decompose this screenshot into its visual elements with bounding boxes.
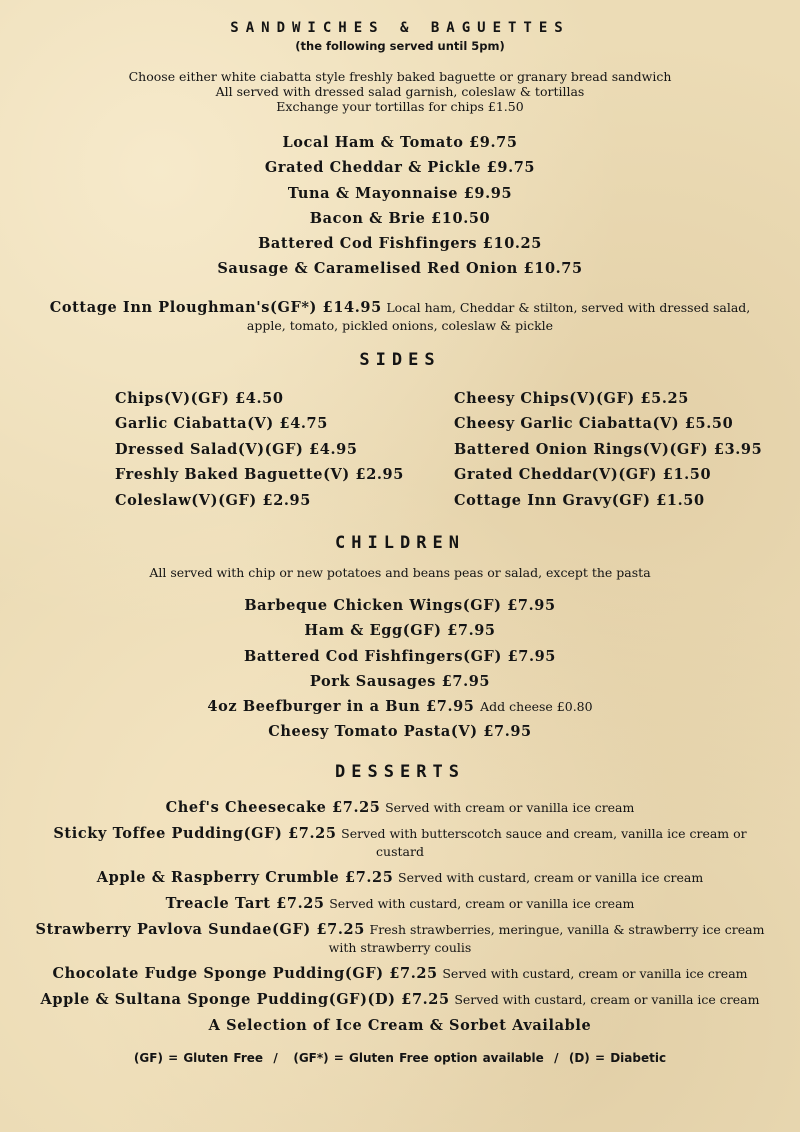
menu-item-name: Cheesy Tomato Pasta(V) £7.95	[268, 723, 532, 741]
menu-item-name: Cottage Inn Ploughman's(GF*) £14.95	[49, 299, 382, 316]
intro-line: Exchange your tortillas for chips £1.50	[276, 99, 524, 114]
desserts-list	[20, 799, 780, 1035]
menu-item: Sausage & Caramelised Red Onion £10.75	[217, 260, 583, 278]
menu-item-note: Served with custard, cream or vanilla ice cream	[454, 992, 760, 1007]
menu-item-name: Ham & Egg(GF) £7.95	[304, 622, 496, 640]
menu-item-name: 4oz Beefburger in a Bun £7.95	[207, 698, 475, 716]
dessert-item	[20, 965, 780, 983]
menu-item: Battered Cod Fishfingers £10.25	[258, 235, 542, 253]
sides-right-column	[454, 386, 762, 513]
menu-item	[0, 593, 800, 618]
ploughman-item	[30, 299, 770, 335]
menu-item-note: Served with custard, cream or vanilla ice cream	[398, 870, 704, 885]
side-item: Cottage Inn Gravy(GF) £1.50	[454, 491, 705, 509]
menu-item-name: Apple & Raspberry Crumble £7.25	[96, 869, 394, 886]
side-item: Battered Onion Rings(V)(GF) £3.95	[454, 440, 763, 458]
sandwiches-subtitle: (the following served until 5pm)	[295, 39, 505, 53]
menu-item: Grated Cheddar & Pickle £9.75	[264, 159, 536, 177]
menu-item-note: Add cheese £0.80	[480, 699, 593, 715]
menu-item-name: Chef's Cheesecake £7.25	[165, 799, 381, 816]
menu-item-note: Fresh strawberries, meringue, vanilla & strawberry ice cream with strawberry coulis	[328, 922, 765, 955]
children-title: CHILDREN	[335, 533, 465, 553]
menu-item-note: Served with butterscotch sauce and cream, vanilla ice cream or custard	[341, 826, 747, 859]
menu-item-name: Apple & Sultana Sponge Pudding(GF)(D) £7.25	[40, 991, 450, 1008]
sandwiches-list	[0, 130, 800, 282]
desserts-title: DESSERTS	[335, 762, 465, 782]
menu-item-name: Strawberry Pavlova Sundae(GF) £7.25	[35, 921, 365, 938]
menu-item	[0, 669, 800, 694]
menu-item	[0, 644, 800, 669]
side-item: Grated Cheddar(V)(GF) £1.50	[454, 466, 712, 484]
menu-item-name: Barbeque Chicken Wings(GF) £7.95	[244, 597, 556, 614]
sandwiches-intro	[0, 69, 800, 114]
side-item: Cheesy Chips(V)(GF) £5.25	[454, 390, 689, 407]
side-item: Freshly Baked Baguette(V) £2.95	[115, 466, 404, 484]
sides-title: SIDES	[359, 350, 441, 370]
menu-item	[0, 719, 800, 744]
menu-item-name: Pork Sausages £7.95	[309, 672, 491, 690]
dessert-item	[40, 825, 760, 861]
dessert-item	[20, 895, 780, 913]
menu-item-name: Battered Cod Fishfingers(GF) £7.95	[244, 647, 556, 665]
menu-item-note: Local ham, Cheddar & stilton, served with dressed salad, apple, tomato, pickled onions, coleslaw & pickle	[246, 300, 751, 333]
side-item: Chips(V)(GF) £4.50	[115, 390, 284, 407]
menu-item-name: A Selection of Ice Cream & Sorbet Available	[208, 1017, 592, 1034]
children-list	[0, 593, 800, 745]
menu-item: Tuna & Mayonnaise £9.95	[287, 184, 513, 202]
menu-item-name: Chocolate Fudge Sponge Pudding(GF) £7.25	[52, 965, 438, 982]
dietary-key: (GF) = Gluten Free / (GF*) = Gluten Free option available / (D) = Diabetic	[133, 1051, 667, 1065]
side-item: Dressed Salad(V)(GF) £4.95	[115, 440, 358, 458]
menu-item	[0, 618, 800, 643]
menu-item-note: Served with custard, cream or vanilla ice cream	[329, 896, 635, 911]
menu-item: Local Ham & Tomato £9.75	[282, 134, 518, 151]
intro-line: All served with dressed salad garnish, coleslaw & tortillas	[215, 84, 585, 99]
intro-line: Choose either white ciabatta style freshly baked baguette or granary bread sandwich	[128, 69, 672, 84]
menu-item	[0, 694, 800, 719]
dessert-item	[20, 869, 780, 887]
menu-item-note: Served with custard, cream or vanilla ice cream	[442, 966, 748, 981]
menu-item-name: Sticky Toffee Pudding(GF) £7.25	[53, 825, 337, 842]
dessert-item	[20, 991, 780, 1009]
dessert-item	[20, 1017, 780, 1035]
menu-item-note: Served with cream or vanilla ice cream	[385, 800, 635, 815]
side-item: Cheesy Garlic Ciabatta(V) £5.50	[454, 415, 734, 433]
children-intro: All served with chip or new potatoes and beans peas or salad, except the pasta	[149, 565, 651, 580]
menu-item-name: Treacle Tart £7.25	[165, 895, 325, 912]
sides-left-column	[115, 386, 404, 513]
side-item: Coleslaw(V)(GF) £2.95	[115, 491, 311, 509]
sandwiches-title: SANDWICHES & BAGUETTES	[230, 20, 570, 36]
side-item: Garlic Ciabatta(V) £4.75	[115, 415, 328, 433]
dessert-item	[20, 921, 780, 957]
dessert-item	[20, 799, 780, 817]
menu-item: Bacon & Brie £10.50	[309, 209, 491, 227]
